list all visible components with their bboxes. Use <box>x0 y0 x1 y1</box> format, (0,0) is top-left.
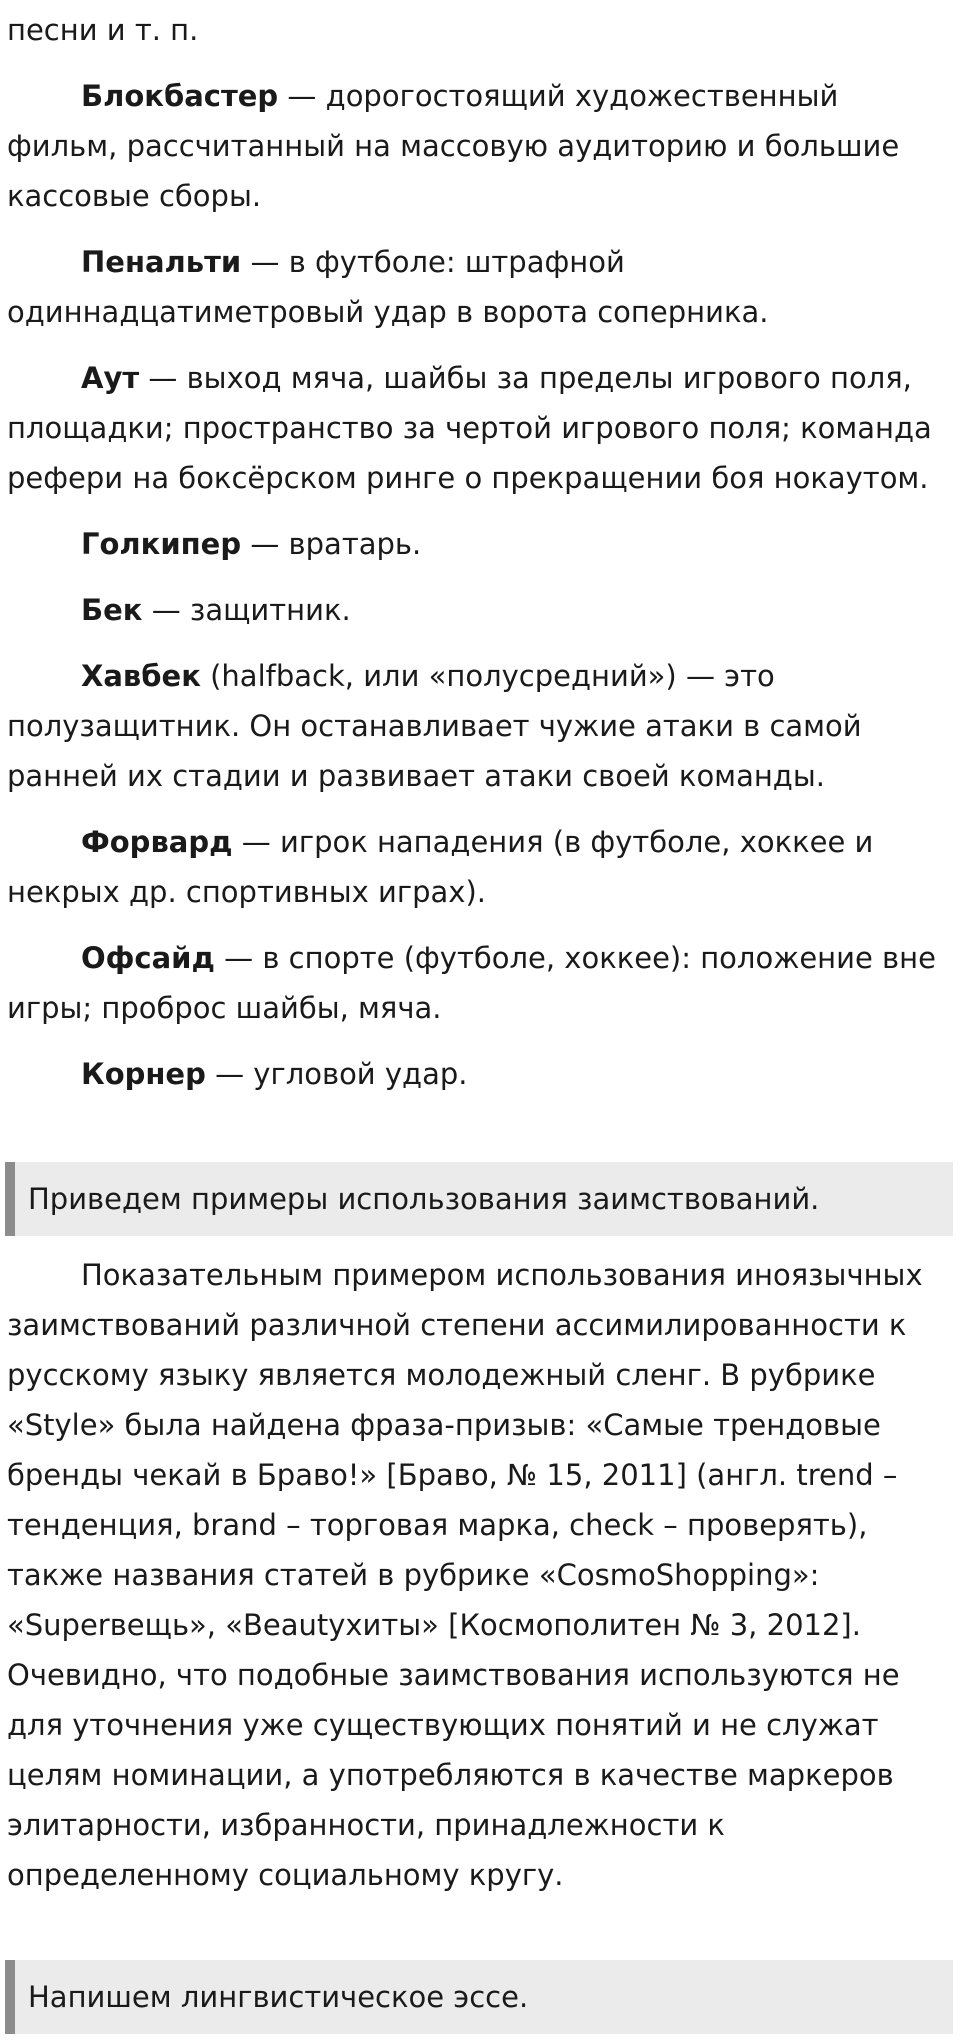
term-name: Корнер <box>81 1057 206 1091</box>
term-name: Аут <box>81 361 140 395</box>
term-definition: выход мяча, шайбы за пределы игрового поля, площадки; пространство за чертой игрового поля; команда рефери на боксёрском ринге о прекращении боя нокаутом. <box>7 361 932 495</box>
dash: — <box>151 593 181 627</box>
intro-line: песни и т. п. <box>7 13 199 47</box>
dash: — <box>241 825 271 859</box>
term-entry-out <box>7 353 947 503</box>
term-name: Блокбастер <box>81 79 279 113</box>
term-entry-forward <box>7 817 947 917</box>
term-name: Голкипер <box>81 527 242 561</box>
term-entry-blockbuster <box>7 71 947 221</box>
term-entry-halfback <box>7 651 947 801</box>
dash: — <box>250 527 280 561</box>
term-name: Офсайд <box>81 941 215 975</box>
term-entry-penalty <box>7 237 947 337</box>
term-definition: защитник. <box>189 593 351 627</box>
callout-essay: Напишем лингвистическое эссе. <box>5 1960 953 2034</box>
term-name: Пенальти <box>81 245 242 279</box>
callout-examples: Приведем примеры использования заимствований. <box>5 1162 953 1236</box>
term-entry-offside <box>7 933 947 1033</box>
dash: — <box>224 941 254 975</box>
dash: — <box>287 79 317 113</box>
term-definition: игрок нападения (в футболе, хоккее и некрых др. спортивных играх). <box>7 825 874 909</box>
term-definition: (halfback, или «полусредний») — это полузащитник. Он останавливает чужие атаки в самой ранней их стадии и развивает атаки своей команды. <box>7 659 862 793</box>
term-entry-back <box>7 585 947 635</box>
term-definition: угловой удар. <box>253 1057 468 1091</box>
term-definition: вратарь. <box>288 527 422 561</box>
term-definition: в футболе: штрафной одиннадцатиметровый удар в ворота соперника. <box>7 245 769 329</box>
dash: — <box>148 361 178 395</box>
term-definition: в спорте (футболе, хоккее): положение вне игры; проброс шайбы, мяча. <box>7 941 936 1025</box>
term-name: Бек <box>81 593 143 627</box>
dash: — <box>215 1057 245 1091</box>
example-text <box>0 1250 947 1900</box>
example-paragraph: Показательным примером использования иноязычных заимствований различной степени ассимилированности к русскому языку является молодежный сленг. В рубрике «Style» была найдена фраза-призыв: «Самые трендовые бренды чекай в Браво!» [Браво, № 15, 2011] (англ. trend – тенденция, brand – торговая марка, check – проверять), также названия статей в рубрике «CosmoShopping»: «Superвещь», «Beautyхиты» [Космополитен № 3, 2012]. Очевидно, что подобные заимствования используются не для уточнения уже существующих понятий и не служат целям номинации, а употребляются в качестве маркеров элитарности, избранности, принадлежности к определенному социальному кругу. <box>7 1258 923 1892</box>
term-name: Форвард <box>81 825 233 859</box>
term-entry-goalkeeper <box>7 519 947 569</box>
term-entry-corner <box>7 1049 947 1099</box>
term-definition: дорогостоящий художественный фильм, рассчитанный на массовую аудиторию и большие кассовые сборы. <box>7 79 900 213</box>
term-name: Хавбек <box>81 659 201 693</box>
dash: — <box>250 245 280 279</box>
